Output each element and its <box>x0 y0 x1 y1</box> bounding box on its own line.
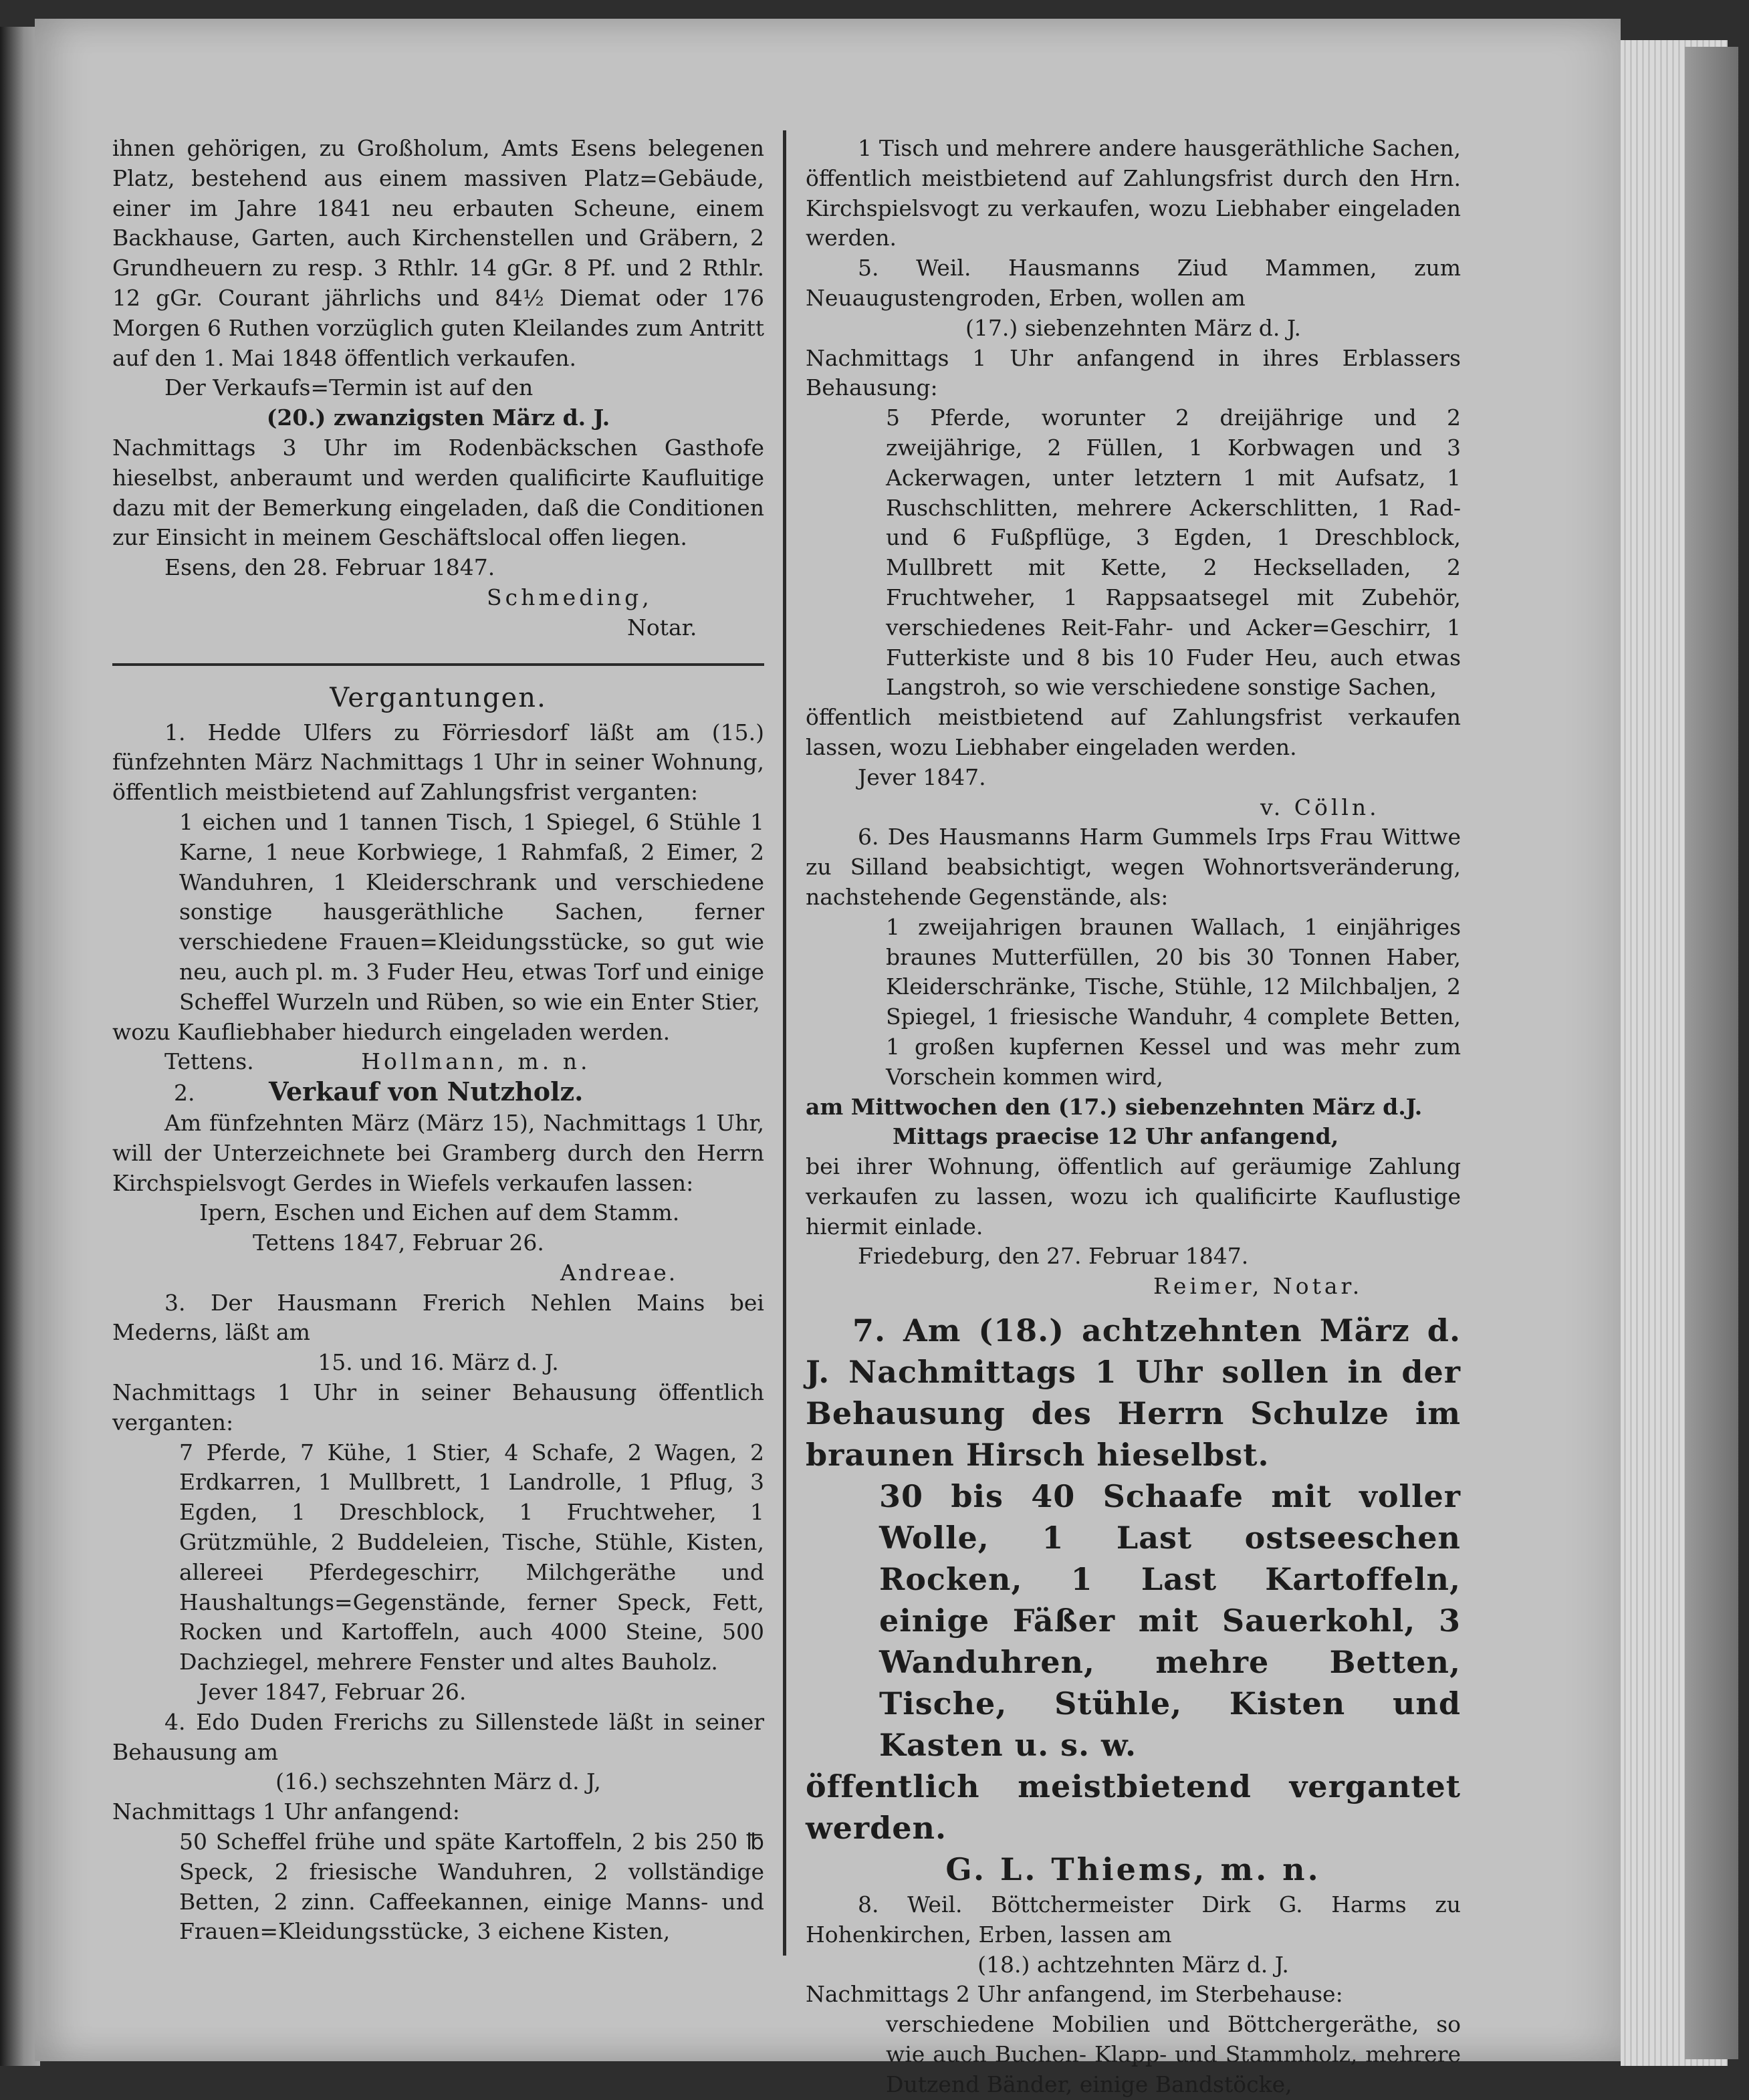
item2-signature: Andreae. <box>560 1259 678 1286</box>
item7-signature: G. L. Thiems, m. n. <box>945 1851 1321 1888</box>
item6-items: 1 zweijahrigen braunen Wallach, 1 einjähriges braunes Mutterfüllen, 20 bis 30 Tonnen Haber, Kleiderschränke, Tische, Stühle, 12 Milchbaljen, 2 Spiegel, 1 friesische Wanduhr, 4 complete Betten, 1 großen kupfernen Kessel und was mehr zum Vorschein kommen wird, <box>886 913 1461 1090</box>
left-column <box>112 134 764 1947</box>
item2-items: Ipern, Eschen und Eichen auf dem Stamm. <box>199 1199 680 1226</box>
item4-intro: 4. Edo Duden Frerichs zu Sillenstede läßt in seiner Behausung am <box>112 1708 764 1765</box>
item2-text: Am fünfzehnten März (März 15), Nachmittags 1 Uhr, will der Unterzeichnete bei Gramberg durch den Herrn Kirchspielsvogt Gerdes in Wiefels verkaufen lassen: <box>112 1109 764 1196</box>
item5-date: (17.) siebenzehnten März d. J. <box>965 314 1301 341</box>
item1-signature: Hollmann, m. n. <box>361 1048 591 1075</box>
book-cover-edge <box>1685 47 1738 2059</box>
item2-number: 2. <box>174 1080 195 1106</box>
item1-place-line <box>112 1047 764 1077</box>
item3-place-date: Jever 1847, Februar 26. <box>199 1679 467 1706</box>
item4-continued: 1 Tisch und mehrere andere hausgeräthliche Sachen, öffentlich meistbietend auf Zahlungsfrist durch den Hrn. Kirchspielsvogt zu verkaufen, wozu Liebhaber eingeladen werden. <box>806 135 1461 251</box>
item5-items: 5 Pferde, worunter 2 dreijährige und 2 zweijährige, 2 Füllen, 1 Korbwagen und 3 Ackerwagen, unter letztern 1 mit Aufsatz, 1 Ruschschlitten, mehrere Ackerschlitten, 1 Rad- und 6 Fußpflüge, 3 Egden, 1 Dreschblock, Mullbrett mit Kette, 2 Heckselladen, 2 Fruchtweher, 1 Rappsaatsegel mit Zubehör, verschiedenes Reit-Fahr- und Acker=Geschirr, 1 Futterkiste und 8 bis 10 Fuder Heu, auch etwas Langstroh, so wie verschiedene sonstige Sachen, <box>886 404 1461 701</box>
item5-place-date: Jever 1847. <box>858 764 986 790</box>
notice-place-date: Esens, den 28. Februar 1847. <box>164 554 495 581</box>
right-column <box>806 134 1461 2100</box>
notice-termin: Der Verkaufs=Termin ist auf den <box>164 374 534 401</box>
item7-items: 30 bis 40 Schaafe mit voller Wolle, 1 Last ostseeschen Rocken, 1 Last Kartoffeln, einige Fäßer mit Sauerkohl, 3 Wanduhren, mehre Betten, Tische, Stühle, Kisten und Kasten u. s. w. <box>879 1478 1461 1764</box>
item1-intro: 1. Hedde Ulfers zu Förriesdorf läßt am (15.) fünfzehnten März Nachmittags 1 Uhr in seiner Wohnung, öffentlich meistbietend auf Zahlungsfrist verganten: <box>112 719 764 806</box>
item1-place: Tettens. <box>164 1048 254 1075</box>
item3-text: Nachmittags 1 Uhr in seiner Behausung öffentlich verganten: <box>112 1379 764 1435</box>
item3-date: 15. und 16. März d. J. <box>318 1349 559 1376</box>
notice-signature-title: Notar. <box>627 614 697 640</box>
section-heading: Vergantungen. <box>330 682 547 713</box>
item6-time-line: Mittags praecise 12 Uhr anfangend, <box>893 1123 1339 1150</box>
item6-text: bei ihrer Wohnung, öffentlich auf geräumige Zahlung verkaufen zu lassen, wozu ich qualificirte Kauflustige hiermit einlade. <box>806 1153 1461 1240</box>
item5-text: Nachmittags 1 Uhr anfangend in ihres Erblassers Behausung: <box>806 344 1461 401</box>
item8-date: (18.) achtzehnten März d. J. <box>977 1951 1289 1978</box>
item1-items: 1 eichen und 1 tannen Tisch, 1 Spiegel, 6 Stühle 1 Karne, 1 neue Korbwiege, 1 Rahmfaß, 2 Eimer, 2 Wanduhren, 1 Kleiderschrank und verschiedene sonstige hausgeräthliche Sachen, ferner verschiedene Frauen=Kleidungsstücke, so gut wie neu, auch pl. m. 3 Fuder Heu, etwas Torf und einige Scheffel Wurzeln und Rüben, so wie ein Enter Stier, <box>179 808 764 1015</box>
item2-header <box>112 1077 764 1109</box>
item7-closing: öffentlich meistbietend vergantet werden. <box>806 1768 1461 1847</box>
notice-details: Nachmittags 3 Uhr im Rodenbäckschen Gasthofe hieselbst, anberaumt und werden qualificirte Kaufluitige dazu mit der Bemerkung eingeladen, daß die Conditionen zur Einsicht in meinem Geschäftslocal offen liegen. <box>112 434 764 551</box>
item5-signature: v. Cölln. <box>1260 794 1380 820</box>
item2-title: Verkauf von Nutzholz. <box>269 1076 584 1107</box>
item2-place-date: Tettens 1847, Februar 26. <box>253 1230 544 1256</box>
item4-items: 50 Scheffel frühe und späte Kartoffeln, 2 bis 250 ℔ Speck, 2 friesische Wanduhren, 2 vollständige Betten, 2 zinn. Caffeekannen, einige Manns- und Frauen=Kleidungsstücke, 3 eichene Kisten, <box>179 1829 764 1945</box>
notice-text: ihnen gehörigen, zu Großholum, Amts Esens belegenen Platz, bestehend aus einem massiven Platz=Gebäude, einer im Jahre 1841 neu erbauten Scheune, einem Backhause, Garten, auch Kirchenstellen und Gräbern, 2 Grundheuern zu resp. 3 Rthlr. 14 gGr. 8 Pf. und 2 Rthlr. 12 gGr. Courant jährlichs und 84½ Diemat oder 176 Morgen 6 Ruthen vorzüglich guten Kleilandes zum Antritt auf den 1. Mai 1848 öffentlich verkaufen. <box>112 135 764 371</box>
item8-items: verschiedene Mobilien und Böttchergeräthe, so wie auch Buchen- Klapp- und Stammholz, mehrere Dutzend Bänder, einige Bandstöcke, <box>886 2011 1461 2097</box>
section-divider <box>112 663 764 666</box>
notice-signature-name: Schmeding, <box>487 584 653 610</box>
item3-items: 7 Pferde, 7 Kühe, 1 Stier, 4 Schafe, 2 Wagen, 2 Erdkarren, 1 Mullbrett, 1 Landrolle, 1 Pflug, 3 Egden, 1 Dreschblock, 1 Fruchtweher, 1 Grützmühle, 2 Buddeleien, Tische, Stühle, Kisten, allereei Pferdegeschirr, Milchgeräthe und Haushaltungs=Gegenstände, ferner Speck, Fett, Rocken und Kartoffeln, auch 4000 Steine, 500 Dachziegel, mehrere Fenster und altes Bauholz. <box>179 1439 764 1675</box>
item6-place-date: Friedeburg, den 27. Februar 1847. <box>858 1243 1249 1270</box>
item8-intro: 8. Weil. Böttchermeister Dirk G. Harms zu Hohenkirchen, Erben, lassen am <box>806 1891 1461 1948</box>
item6-date-line: am Mittwochen den (17.) siebenzehnten März d.J. <box>806 1093 1423 1120</box>
adjacent-page-edge <box>0 27 40 2066</box>
item7-intro: 7. Am (18.) achtzehnten März d. J. Nachmittags 1 Uhr sollen in der Behausung des Herrn Schulze im braunen Hirsch hieselbst. <box>806 1312 1461 1474</box>
item8-text: Nachmittags 2 Uhr anfangend, im Sterbehause: <box>806 1981 1343 2008</box>
column-divider <box>783 130 786 1956</box>
item4-text: Nachmittags 1 Uhr anfangend: <box>112 1798 460 1825</box>
item5-intro: 5. Weil. Hausmanns Ziud Mammen, zum Neuaugustengroden, Erben, wollen am <box>806 255 1461 311</box>
notice-date: (20.) zwanzigsten März d. J. <box>266 404 610 431</box>
item6-intro: 6. Des Hausmanns Harm Gummels Irps Frau Wittwe zu Silland beabsichtigt, wegen Wohnortsveränderung, nachstehende Gegenstände, als: <box>806 824 1461 910</box>
item5-closing: öffentlich meistbietend auf Zahlungsfrist verkaufen lassen, wozu Liebhaber eingeladen werden. <box>806 704 1461 760</box>
item6-signature: Reimer, Notar. <box>1153 1273 1363 1300</box>
item4-date: (16.) sechszehnten März d. J, <box>275 1768 601 1795</box>
item1-closing: wozu Kaufliebhaber hiedurch eingeladen werden. <box>112 1018 671 1045</box>
item3-intro: 3. Der Hausmann Frerich Nehlen Mains bei Mederns, läßt am <box>112 1289 764 1346</box>
